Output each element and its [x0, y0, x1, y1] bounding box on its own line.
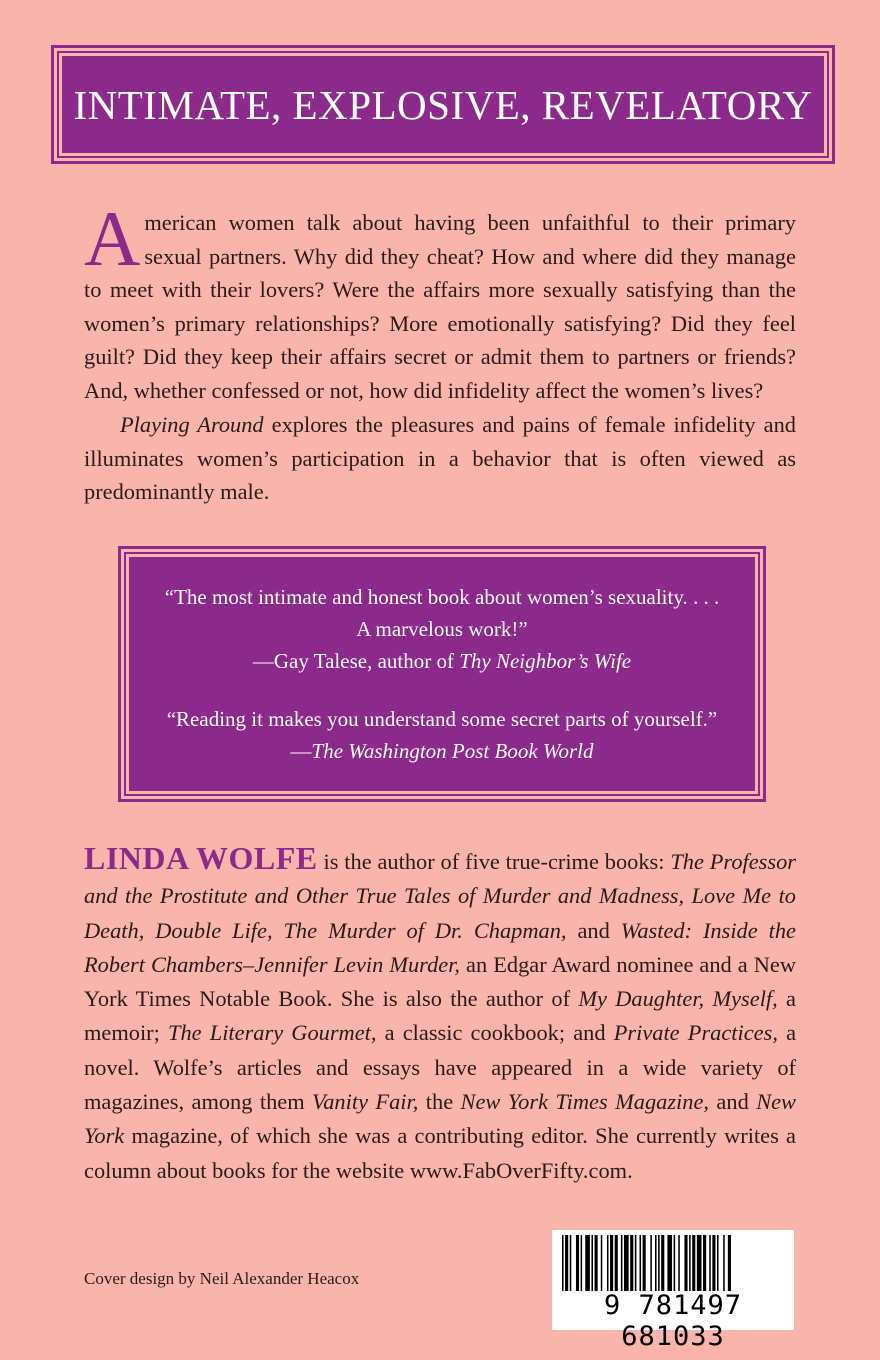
quote-1-line-1: “The most intimate and honest book about women’s sexuality. . . .: [164, 585, 720, 609]
quote-1-line-2: A marvelous work!”: [356, 617, 528, 641]
barcode-bar: [712, 1235, 715, 1291]
bio-text: magazine, of which she was a contributing editor. She currently writes a column about books for the website www.FabOverFifty.com.: [84, 1123, 796, 1183]
barcode-bar: [643, 1235, 646, 1291]
barcode-bar: [615, 1235, 618, 1291]
barcode-bar: [692, 1235, 695, 1291]
bio-title: The Literary Gourmet,: [168, 1020, 377, 1046]
quote-box: [118, 546, 766, 802]
bio-title: The Professor and the Prostitute and Other True Tales of Murder and Madness, Love Me to Death, Double Life, The Murder of Dr. Chapman,: [84, 849, 797, 943]
quote-2-attribution: [129, 735, 755, 767]
barcode-bar: [607, 1235, 609, 1291]
barcode-bar: [591, 1235, 593, 1291]
blurb-text-2: explores the pleasures and pains of female infidelity and illuminates women’s participation in a behavior that is often viewed as predominantly male.: [84, 412, 796, 504]
bio-title: New York Times Magazine,: [460, 1089, 710, 1115]
author-bio: [84, 841, 796, 1188]
barcode-bar: [655, 1235, 657, 1291]
quote-1-attribution: [129, 645, 755, 677]
barcode-bar: [595, 1235, 598, 1291]
bio-text: the: [418, 1089, 461, 1115]
barcode-bar: [576, 1235, 579, 1291]
bio-title: Vanity Fair,: [312, 1089, 419, 1115]
barcode-bar: [684, 1235, 687, 1291]
barcode-bar: [728, 1235, 731, 1291]
bio-title: My Daughter, Myself,: [578, 986, 778, 1012]
bio-text: is the author of five true-crime books:: [317, 849, 671, 874]
barcode-bar: [640, 1235, 642, 1291]
barcode-bar: [667, 1235, 672, 1291]
barcode-bar: [697, 1235, 702, 1291]
barcode-bar: [610, 1235, 613, 1291]
headline-text: INTIMATE, EXPLOSIVE, REVELATORY: [62, 56, 824, 153]
drop-cap: A: [84, 195, 141, 282]
barcode-bar: [678, 1235, 680, 1291]
isbn-number: 9 781497 681033: [603, 1290, 743, 1352]
barcode-bar: [723, 1235, 725, 1291]
isbn-barcode: [552, 1230, 794, 1352]
barcode-bar: [621, 1235, 623, 1291]
barcode-bar: [635, 1235, 637, 1291]
barcode-bar: [650, 1235, 652, 1291]
author-name: LINDA WOLFE: [84, 840, 318, 876]
blurb-text-1: merican women talk about having been unfaithful to their primary sexual partners. Why did they cheat? How and where did they manage to meet with their lovers? Were the affairs more sexually satisfying than the women’s primary relationships? More emotionally satisfying? Did they feel guilt? Did they keep their affairs secret or admit them to partners or friends? And, whether confessed or not, how did infidelity affect the women’s lives?: [84, 210, 796, 403]
barcode-bar: [703, 1235, 706, 1291]
barcode-bar: [562, 1235, 564, 1291]
barcode-bar: [689, 1235, 691, 1291]
barcode-bar: [717, 1235, 719, 1291]
quote-2-attribution-prefix: —: [290, 739, 312, 763]
headline-banner: [51, 45, 835, 164]
bio-text: a memoir;: [84, 986, 796, 1046]
barcode-bar: [601, 1235, 603, 1291]
bio-text: a classic cookbook; and: [376, 1020, 614, 1046]
quote-1-attribution-title: Thy Neighbor’s Wife: [459, 649, 632, 673]
bio-text: a novel. Wolfe’s articles and essays have appeared in a wide variety of magazines, among them: [84, 1020, 797, 1115]
barcode-bar: [565, 1235, 568, 1291]
bio-text: and: [709, 1089, 757, 1115]
blurb-paragraph-1: [84, 195, 796, 407]
quote-1-attribution-prefix: —Gay Talese, author of: [252, 649, 460, 673]
bio-text: and: [566, 917, 621, 943]
bio-title: Wasted: Inside the Robert Chambers–Jennifer Levin Murder,: [84, 917, 796, 977]
barcode-bar: [570, 1235, 572, 1291]
quote-1: [129, 581, 755, 677]
barcode-bars: [558, 1235, 788, 1291]
quote-2: [129, 703, 755, 767]
bio-title: Private Practices,: [613, 1020, 778, 1046]
barcode-bar: [624, 1235, 629, 1291]
book-blurb: [84, 195, 796, 509]
bio-text: an Edgar Award nominee and a New York Times Notable Book. She is also the author of: [84, 951, 796, 1012]
blurb-paragraph-2: [84, 408, 796, 509]
barcode-bar: [581, 1235, 583, 1291]
book-title: Playing Around: [120, 412, 264, 437]
bio-title: New York: [84, 1089, 796, 1149]
barcode-bar: [630, 1235, 633, 1291]
barcode-bar: [709, 1235, 711, 1291]
barcode-bar: [674, 1235, 676, 1291]
barcode-bar: [661, 1235, 664, 1291]
cover-design-credit: Cover design by Neil Alexander Heacox: [84, 1269, 360, 1288]
barcode-bar: [658, 1235, 660, 1291]
barcode-bar: [585, 1235, 590, 1291]
quote-2-attribution-title: The Washington Post Book World: [311, 739, 594, 763]
quote-2-line-1: “Reading it makes you understand some secret parts of yourself.”: [166, 707, 718, 731]
